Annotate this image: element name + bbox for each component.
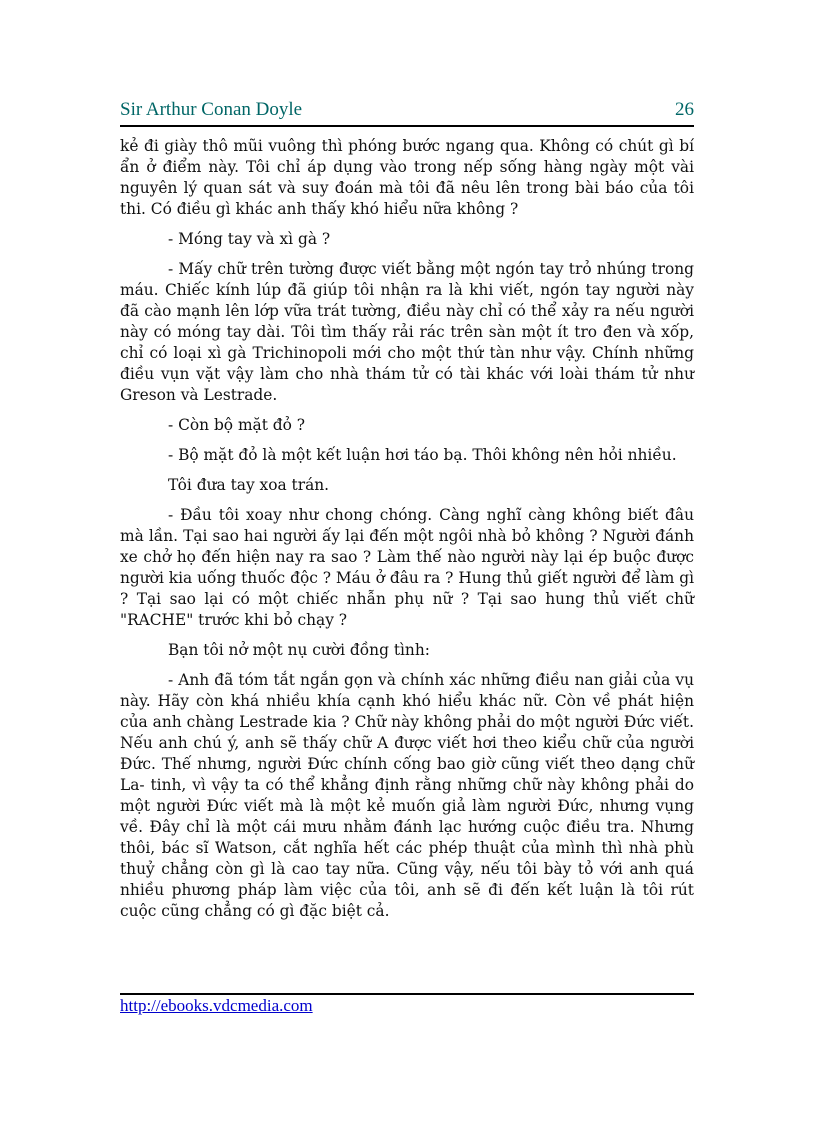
paragraph: Tôi đưa tay xoa trán. xyxy=(168,476,330,494)
header-author: Sir Arthur Conan Doyle xyxy=(120,99,303,120)
paragraph: Bạn tôi nở một nụ cười đồng tình: xyxy=(168,641,430,659)
paragraph: - Còn bộ mặt đỏ ? xyxy=(168,416,306,434)
paragraph: - Anh đã tóm tắt ngắn gọn và chính xác những điều nan giải của vụ này. Hãy còn khá nhiều khía cạnh khó hiểu khác nữ. Còn về phát hiện của anh chàng Lestrade kia ? Chữ này không phải do một người Đức viết. Nếu anh chú ý, anh sẽ thấy chữ A được viết hơi theo kiểu chữ của người Đức. Thế nhưng, người Đức chính cống bao giờ cũng viết theo dạng chữ La- tinh, vì vậy ta có thể khẳng định rằng những chữ này không phải do một người Đức viết mà là một kẻ muốn giả làm người Đức, nhưng vụng về. Đây chỉ là một cái mưu nhằm đánh lạc hướng cuộc điều tra. Nhưng thôi, bác sĩ Watson, cắt nghĩa hết các phép thuật của mình thì nhà phù thuỷ chẳng còn gì là cao tay nữa. Cũng vậy, nếu tôi bày tỏ với anh quá nhiều phương pháp làm việc của tôi, anh sẽ đi đến kết luận là tôi rút cuộc cũng chẳng có gì đặc biệt cả. xyxy=(120,671,694,920)
paragraph: - Đầu tôi xoay như chong chóng. Càng nghĩ càng không biết đâu mà lần. Tại sao hai người ấy lại đến một ngôi nhà bỏ không ? Người đánh xe chở họ đến hiện nay ra sao ? Làm thế nào người này lại ép buộc được người kia uống thuốc độc ? Máu ở đâu ra ? Hung thủ giết người để làm gì ? Tại sao lại có một chiếc nhẫn phụ nữ ? Tại sao hung thủ viết chữ "RACHE" trước khi bỏ chạy ? xyxy=(120,506,694,629)
footer-url-link[interactable]: http://ebooks.vdcmedia.com xyxy=(120,996,313,1015)
header-divider xyxy=(120,125,694,127)
paragraph: - Mấy chữ trên tường được viết bằng một ngón tay trỏ nhúng trong máu. Chiếc kính lúp đã giúp tôi nhận ra là khi viết, ngón tay người này đã cào mạnh lên lớp vữa trát tường, điều này chỉ có thể xảy ra nếu người này có móng tay dài. Tôi tìm thấy rải rác trên sàn một ít tro đen và xốp, chỉ có loại xì gà Trichinopoli mới cho một thứ tàn như vậy. Chính những điều vụn vặt vậy làm cho nhà thám tử có tài khác với loài thám tử như Greson và Lestrade. xyxy=(120,260,694,404)
paragraph-continuation: kẻ đi giày thô mũi vuông thì phóng bước ngang qua. Không có chút gì bí ẩn ở điểm này. Tôi chỉ áp dụng vào trong nếp sống hàng ngày một vài nguyên lý quan sát và suy đoán mà tôi đã nêu lên trong bài báo của tôi thi. Có điều gì khác anh thấy khó hiểu nữa không ? xyxy=(120,137,694,218)
paragraph: - Móng tay và xì gà ? xyxy=(168,230,331,248)
footer-divider xyxy=(120,993,694,995)
running-header xyxy=(120,99,694,121)
paragraph: - Bộ mặt đỏ là một kết luận hơi táo bạ. Thôi không nên hỏi nhiều. xyxy=(168,446,677,464)
header-page-number: 26 xyxy=(675,99,694,120)
body-text xyxy=(120,136,694,931)
